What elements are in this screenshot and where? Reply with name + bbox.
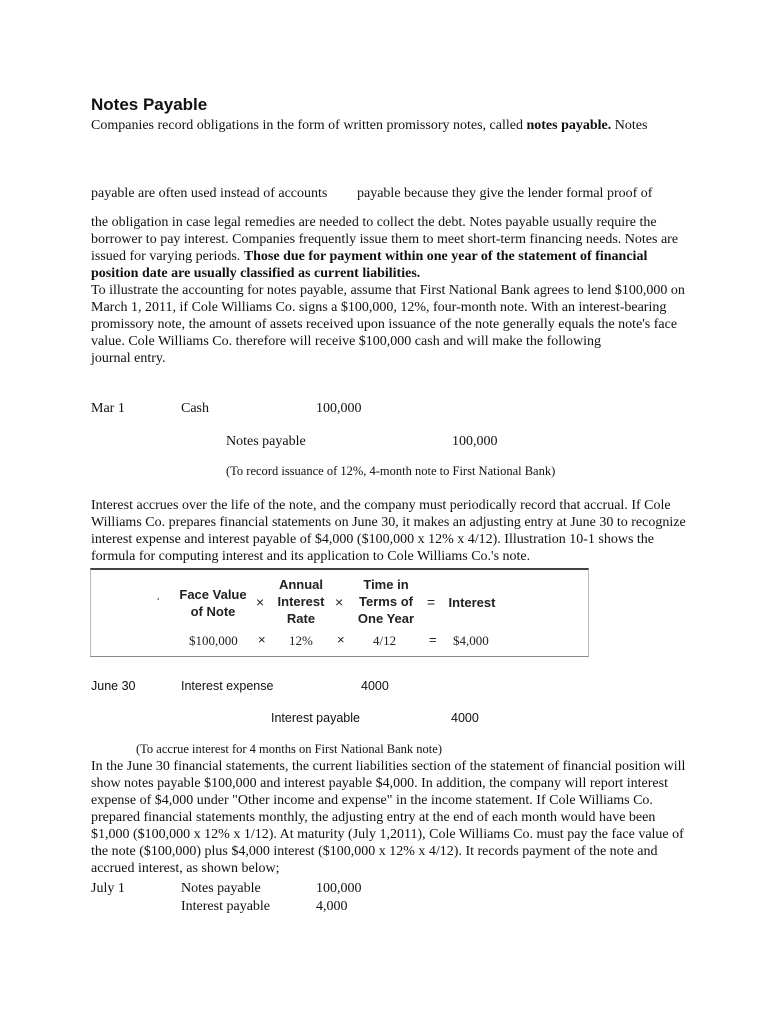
entry-line2-amount: 4,000	[316, 899, 348, 914]
formula-value-time: 4/12	[373, 633, 397, 648]
entry-date: Mar 1	[91, 401, 125, 416]
entry-credit-account: Notes payable	[226, 434, 306, 449]
formula-tick-mark: ‘	[157, 596, 160, 608]
paragraph-interest-accrual: Interest accrues over the life of the note, and the company must periodically record that accrual. If Cole Williams Co. prepares financial statements on June 30, it makes an adjusting entry at June 30 to recognize interest expense and interest payable of $4,000 ($100,000 x 12% x 4/12). Illustration 10-1 shows the formula for computing interest and its application to Cole Williams Co.'s note.	[91, 498, 686, 564]
paragraph-intro	[91, 117, 691, 134]
entry-credit-amount: 100,000	[452, 434, 498, 449]
entry-memo: (To accrue interest for 4 months on First National Bank note)	[136, 742, 442, 756]
intro-text: Companies record obligations in the form of written promissory notes, called	[91, 118, 527, 133]
entry-line1-account: Notes payable	[181, 881, 261, 896]
entry-date: June 30	[91, 679, 136, 693]
paragraph-line-left: payable are often used instead of accounts	[91, 186, 328, 201]
formula-value-times-1: ×	[258, 632, 266, 647]
entry-debit-amount: 100,000	[316, 401, 362, 416]
paragraph-notes-payable	[91, 214, 691, 367]
formula-value-interest: $4,000	[453, 633, 489, 648]
page-title: Notes Payable	[91, 95, 208, 114]
entry-credit-amount: 4000	[451, 711, 479, 725]
entry-credit-account: Interest payable	[271, 711, 360, 725]
paragraph-financial-statements: In the June 30 financial statements, the current liabilities section of the statement of financial position will show notes payable $100,000 and interest payable $4,000. In addition, the company will report interest expense of $4,000 under "Other income and expense" in the income statement. If Cole Williams Co. prepared financial statements monthly, the adjusting entry at the end of each month would have been $1,000 ($100,000 x 12% x 1/12). At maturity (July 1,2011), Cole Williams Co. must pay the face value of the note ($100,000) plus $4,000 interest ($100,000 x 12% x 4/12). It records payment of the note and accrued interest, as shown below;	[91, 759, 686, 876]
intro-text-end: Notes	[611, 118, 648, 133]
formula-value-times-2: ×	[337, 632, 345, 647]
entry-debit-amount: 4000	[361, 679, 389, 693]
formula-times-2: ×	[335, 594, 344, 610]
formula-value-rate: 12%	[289, 633, 313, 648]
entry-date: July 1	[91, 881, 125, 896]
illustration-text-end: journal entry.	[91, 351, 166, 366]
intro-bold-term: notes payable.	[526, 118, 612, 133]
entry-debit-account: Cash	[181, 401, 209, 416]
entry-memo: (To record issuance of 12%, 4-month note to First National Bank)	[226, 464, 556, 478]
formula-header-face-value: Face Value of Note	[179, 587, 247, 619]
formula-value-equals: =	[429, 632, 437, 647]
formula-equals: =	[427, 594, 436, 610]
notes-text: the obligation in case legal remedies are needed to collect the debt. Notes payable usually require the borrower to pay interest. Companies frequently issue them to meet short-term financing needs. Notes are issued for varying periods.	[91, 215, 679, 264]
illustration-text: To illustrate the accounting for notes payable, assume that First National Bank agrees to lend $100,000 on March 1, 2011, if Cole Williams Co. signs a $100,000, 12%, four-month note. With an interest-bearing promissory note, the amount of assets received upon issuance of the note generally equals the note's face value. Cole Williams Co. therefore will receive $100,000 cash and will make the following	[91, 283, 685, 349]
formula-header-annual-rate: Annual Interest Rate	[277, 577, 325, 626]
formula-header-time: Time in Terms of One Year	[357, 577, 415, 626]
formula-header-interest: Interest	[448, 595, 496, 610]
formula-times-1: ×	[256, 594, 265, 610]
entry-line2-account: Interest payable	[181, 899, 271, 914]
interest-formula-illustration	[90, 568, 589, 657]
entry-debit-account: Interest expense	[181, 679, 274, 693]
formula-value-face: $100,000	[189, 633, 238, 648]
notes-bold-rule: Those due for payment within one year of the statement of financial position date are usually classified as current liabilities.	[91, 249, 648, 281]
entry-line1-amount: 100,000	[316, 881, 362, 896]
paragraph-line-right: payable because they give the lender formal proof of	[357, 186, 653, 201]
